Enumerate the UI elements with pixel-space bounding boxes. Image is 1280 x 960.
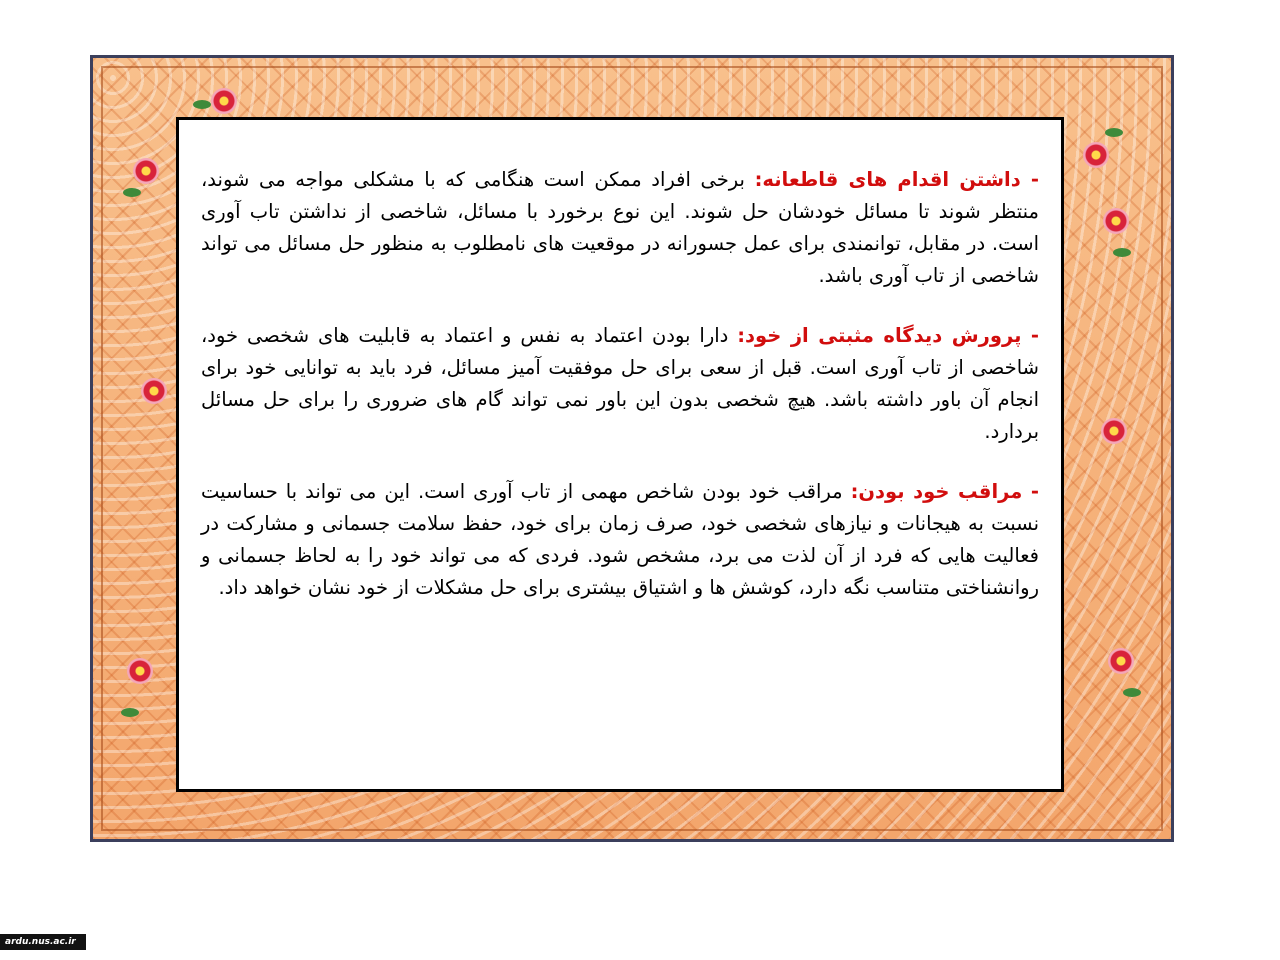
leaf-ornament [193, 100, 211, 109]
flower-ornament [141, 378, 167, 404]
paragraph-body: مراقب خود بودن شاخص مهمی از تاب آوری است. این می تواند با حساسیت نسبت به هیجانات و نیازهای شخصی خود، صرف زمان برای خود، حفظ سلامت جسمانی و مشارکت در فعالیت هایی که فرد از آن لذت می برد، مشخص شود. فردی که می تواند خود را به لحاظ جسمانی و روانشناختی متناسب نگه دارد، کوشش ها و اشتیاق بیشتری برای حل مشکلات از خود نشان خواهد داد. [201, 480, 1039, 599]
paragraph-self-care [201, 476, 1039, 604]
leaf-ornament [121, 708, 139, 717]
paragraph-body: برخی افراد ممکن است هنگامی که با مشکلی مواجه می شوند، منتظر شوند تا مسائل خودشان حل شوند. این نوع برخورد با مسائل، شاخصی از نداشتن تاب آوری است. در مقابل، توانمندی برای عمل جسورانه در موقعیت های نامطلوب به منظور حل مسائل می تواند شاخصی از تاب آوری باشد. [201, 168, 1039, 287]
paragraph-heading: - مراقب خود بودن: [850, 480, 1039, 503]
leaf-ornament [1113, 248, 1131, 257]
flower-ornament [1103, 208, 1129, 234]
leaf-ornament [1123, 688, 1141, 697]
paragraph-positive-self-view [201, 320, 1039, 448]
paragraph-heading: - پرورش دیدگاه مثبتی از خود: [737, 324, 1040, 347]
flower-ornament [211, 88, 237, 114]
paragraph-body: دارا بودن اعتماد به نفس و اعتماد به قابلیت های شخصی خود، شاخصی از تاب آوری است. قبل از سعی برای حل موفقیت آمیز مسائل، فرد باید به توانایی خود برای انجام آن باور داشته باشد. هیچ شخصی بدون این باور نمی تواند گام های ضروری را برای حل مسائل بردارد. [201, 324, 1039, 443]
flower-ornament [1101, 418, 1127, 444]
flower-ornament [133, 158, 159, 184]
leaf-ornament [1105, 128, 1123, 137]
flower-ornament [1083, 142, 1109, 168]
site-watermark: ardu.nus.ac.ir [0, 934, 86, 950]
text-panel [176, 117, 1064, 792]
paragraph-decisive-action [201, 164, 1039, 292]
flower-ornament [1108, 648, 1134, 674]
paragraph-heading: - داشتن اقدام های قاطعانه: [754, 168, 1039, 191]
flower-ornament [127, 658, 153, 684]
leaf-ornament [123, 188, 141, 197]
